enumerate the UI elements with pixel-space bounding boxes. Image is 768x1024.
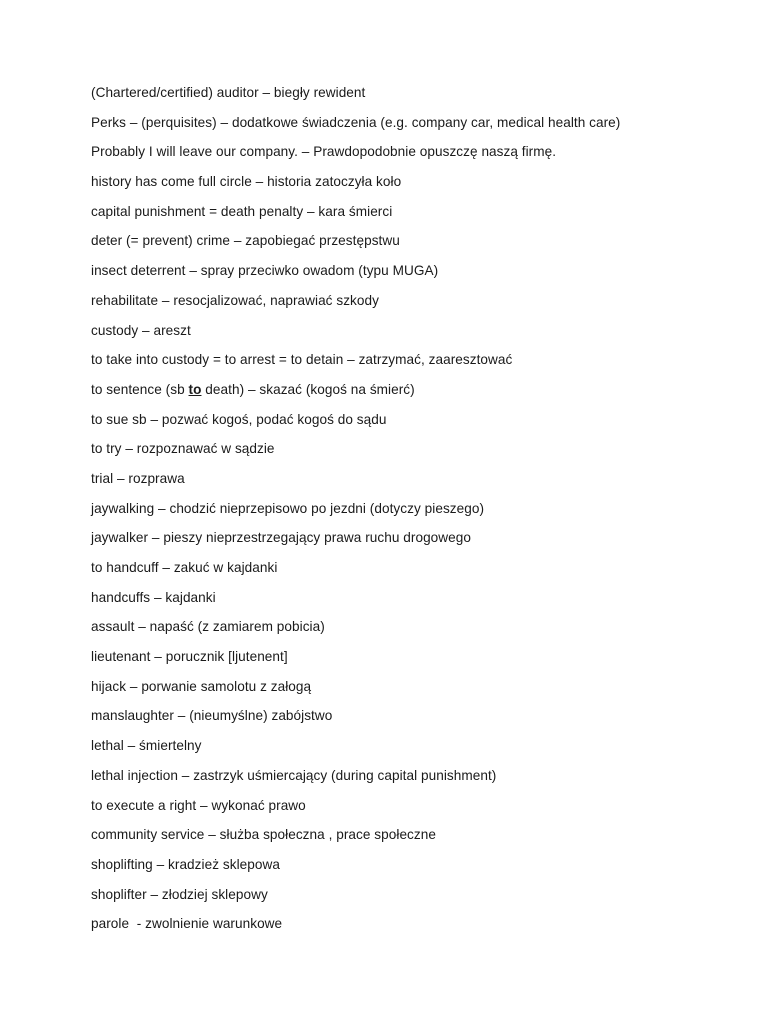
vocab-line: jaywalker – pieszy nieprzestrzegający prawa ruchu drogowego [91, 530, 471, 546]
vocab-line: to sue sb – pozwać kogoś, podać kogoś do sądu [91, 411, 387, 427]
vocab-line: Perks – (perquisites) – dodatkowe świadczenia (e.g. company car, medical health care) [91, 114, 621, 130]
vocabulary-list [91, 84, 751, 945]
vocab-line: capital punishment = death penalty – kara śmierci [91, 203, 393, 219]
vocab-line: history has come full circle – historia zatoczyła koło [91, 174, 402, 190]
vocab-line: community service – służba społeczna , prace społeczne [91, 827, 436, 843]
vocab-line: to try – rozpoznawać w sądzie [91, 441, 275, 457]
vocab-line: to execute a right – wykonać prawo [91, 797, 306, 813]
vocab-line: deter (= prevent) crime – zapobiegać przestępstwu [91, 233, 400, 249]
line-part-before: to sentence (sb [91, 381, 189, 397]
vocab-line: trial – rozprawa [91, 470, 185, 486]
vocab-line: lethal – śmiertelny [91, 738, 202, 754]
vocab-line: (Chartered/certified) auditor – biegły rewident [91, 85, 366, 100]
vocab-line: to take into custody = to arrest = to detain – zatrzymać, zaaresztować [91, 352, 513, 368]
vocab-line: hijack – porwanie samolotu z załogą [91, 678, 312, 694]
vocab-line: manslaughter – (nieumyślne) zabójstwo [91, 708, 333, 724]
vocab-line: Probably I will leave our company. – Prawdopodobnie opuszczę naszą firmę. [91, 144, 557, 160]
vocab-line: shoplifting – kradzież sklepowa [91, 856, 280, 872]
emphasized-word: to [188, 381, 202, 397]
vocab-line: assault – napaść (z zamiarem pobicia) [91, 619, 325, 635]
vocab-line: custody – areszt [91, 322, 191, 338]
vocab-line: parole - zwolnienie warunkowe [91, 916, 283, 932]
vocab-line: lethal injection – zastrzyk uśmiercający (during capital punishment) [91, 767, 497, 783]
vocab-line-with-emphasis [91, 381, 751, 411]
vocab-line: shoplifter – złodziej sklepowy [91, 886, 268, 902]
vocab-line: jaywalking – chodzić nieprzepisowo po jezdni (dotyczy pieszego) [91, 500, 485, 516]
vocab-line: to handcuff – zakuć w kajdanki [91, 560, 278, 575]
vocab-line: handcuffs – kajdanki [91, 589, 216, 605]
vocab-line: rehabilitate – resocjalizować, naprawiać szkody [91, 292, 379, 308]
vocab-line: lieutenant – porucznik [ljutenent] [91, 649, 288, 665]
vocab-line: insect deterrent – spray przeciwko owadom (typu MUGA) [91, 263, 439, 279]
line-part-after: death) – skazać (kogoś na śmierć) [201, 381, 415, 397]
